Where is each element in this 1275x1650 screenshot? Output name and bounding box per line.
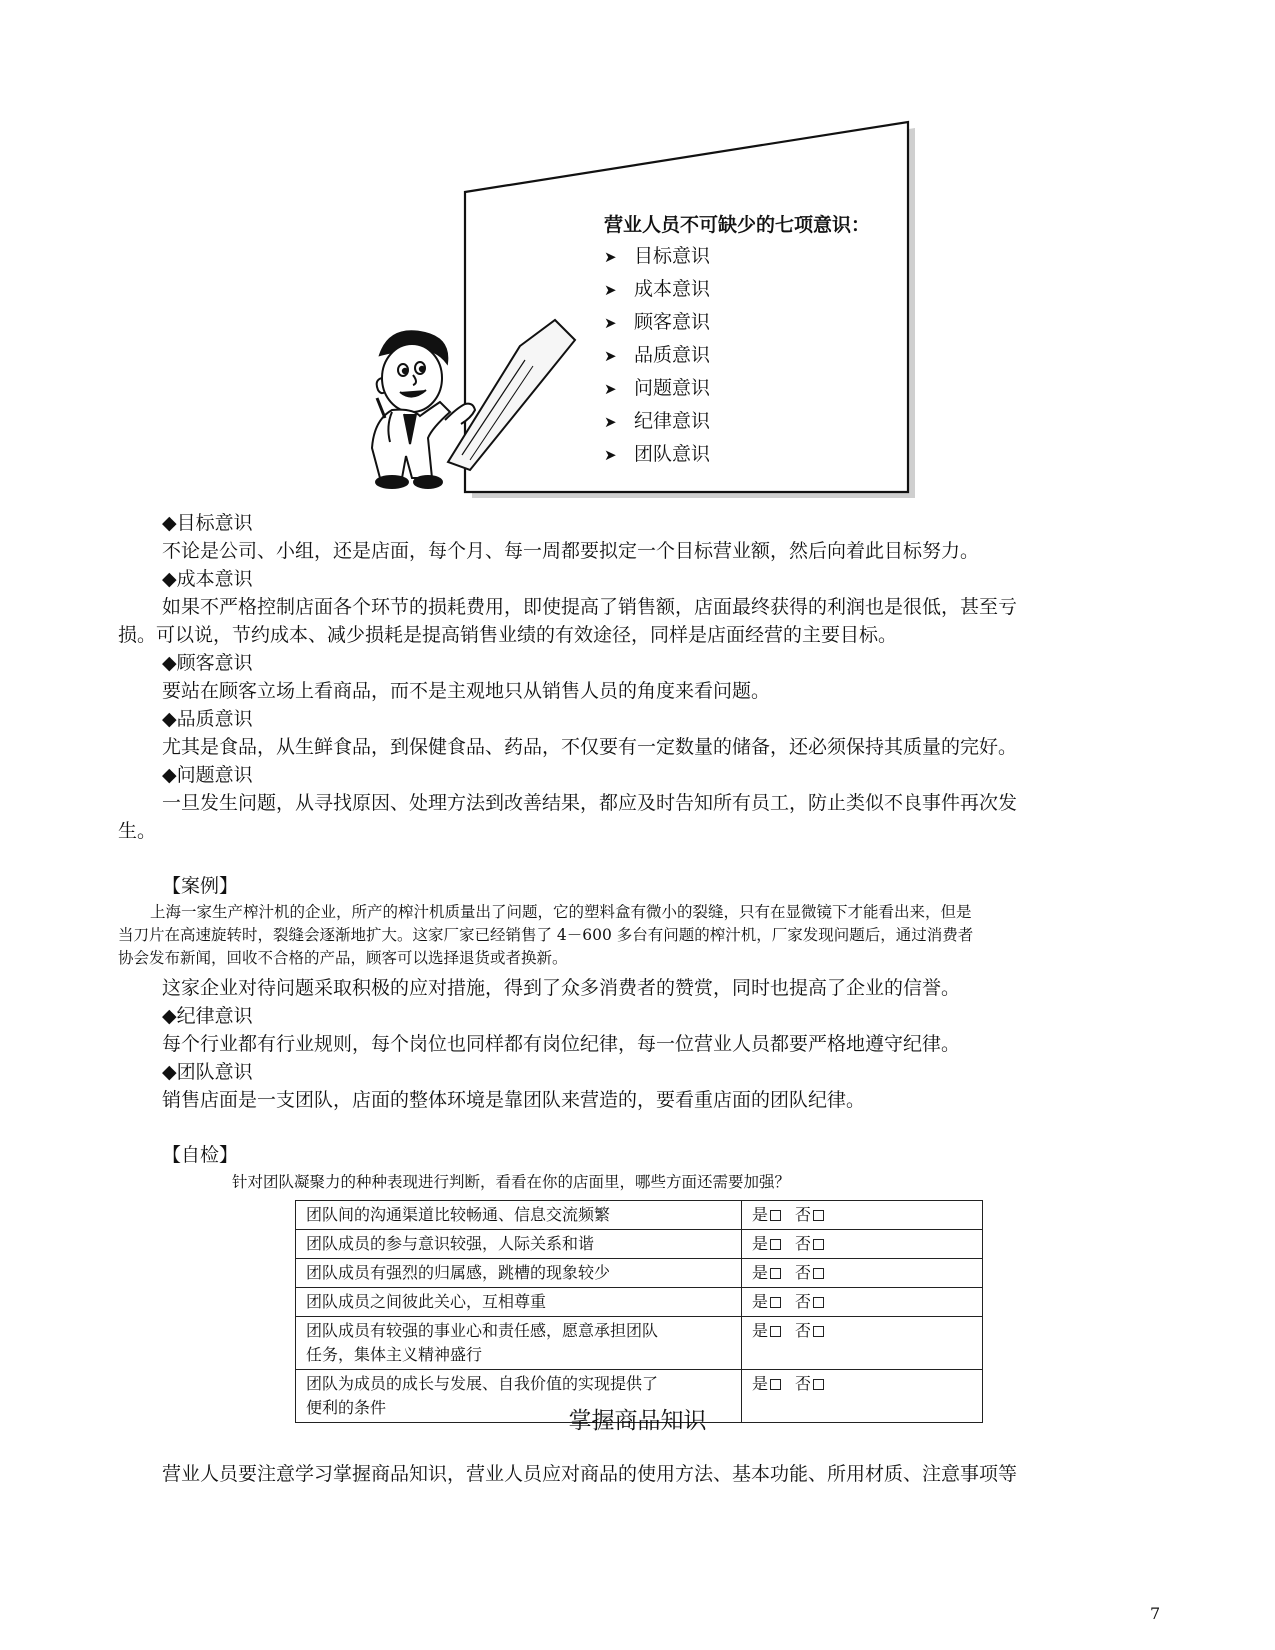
board-item: ➤ 目标意识 <box>604 240 710 273</box>
board-item: ➤ 品质意识 <box>604 339 710 372</box>
paragraph-knowledge: 营业人员要注意学习掌握商品知识，营业人员应对商品的使用方法、基本功能、所用材质、注意事项等 <box>162 1463 1018 1485</box>
table-row <box>296 1230 983 1259</box>
board-item: ➤ 纪律意识 <box>604 405 710 438</box>
board-item: ➤ 团队意识 <box>604 438 710 471</box>
yes-checkbox[interactable] <box>770 1297 781 1308</box>
answer-cell: 是 否 <box>742 1288 983 1317</box>
heading-discipline: ◆纪律意识 <box>162 1005 253 1027</box>
question-cell: 团队成员有较强的事业心和责任感，愿意承担团队 任务，集体主义精神盛行 <box>296 1317 742 1370</box>
table-row <box>296 1259 983 1288</box>
selfcheck-table <box>295 1200 983 1423</box>
illustration <box>0 0 1275 520</box>
paragraph-problem-line1: 一旦发生问题，从寻找原因、处理方法到改善结果，都应及时告知所有员工，防止类似不良事件再次发 <box>162 792 1018 814</box>
board-item: ➤ 成本意识 <box>604 273 710 306</box>
board-title: 营业人员不可缺少的七项意识： <box>604 214 871 236</box>
section-title: 掌握商品知识 <box>568 1408 707 1434</box>
yes-checkbox[interactable] <box>770 1268 781 1279</box>
arrow-bullet-icon: ➤ <box>604 347 617 365</box>
case-line1: 上海一家生产榨汁机的企业，所产的榨汁机质量出了问题，它的塑料盒有微小的裂缝，只有在显微镜下才能看出来，但是 <box>150 903 972 921</box>
paragraph-cost-line2: 损。可以说，节约成本、减少损耗是提高销售业绩的有效途径，同样是店面经营的主要目标。 <box>118 624 898 646</box>
yes-checkbox[interactable] <box>770 1326 781 1337</box>
arrow-bullet-icon: ➤ <box>604 380 617 398</box>
question-cell: 团队成员之间彼此关心，互相尊重 <box>296 1288 742 1317</box>
paragraph-quality: 尤其是食品，从生鲜食品，到保健食品、药品，不仅要有一定数量的储备，还必须保持其质量的完好。 <box>162 736 1018 758</box>
paragraph-cost-line1: 如果不严格控制店面各个环节的损耗费用，即使提高了销售额，店面最终获得的利润也是很低，甚至亏 <box>162 596 1018 618</box>
yes-checkbox[interactable] <box>770 1210 781 1221</box>
arrow-bullet-icon: ➤ <box>604 446 617 464</box>
answer-cell: 是 否 <box>742 1259 983 1288</box>
arrow-bullet-icon: ➤ <box>604 314 617 332</box>
question-cell: 团队间的沟通渠道比较畅通、信息交流频繁 <box>296 1201 742 1230</box>
question-cell: 团队为成员的成长与发展、自我价值的实现提供了 便利的条件 <box>296 1370 742 1423</box>
paragraph-team: 销售店面是一支团队，店面的整体环境是靠团队来营造的，要看重店面的团队纪律。 <box>162 1089 866 1111</box>
no-checkbox[interactable] <box>813 1297 824 1308</box>
heading-quality: ◆品质意识 <box>162 708 253 730</box>
case-follow: 这家企业对待问题采取积极的应对措施，得到了众多消费者的赞赏，同时也提高了企业的信誉。 <box>162 977 961 999</box>
answer-cell: 是 否 <box>742 1317 983 1370</box>
no-checkbox[interactable] <box>813 1210 824 1221</box>
no-checkbox[interactable] <box>813 1326 824 1337</box>
answer-cell: 是 否 <box>742 1230 983 1259</box>
question-cell: 团队成员有强烈的归属感，跳槽的现象较少 <box>296 1259 742 1288</box>
arrow-bullet-icon: ➤ <box>604 281 617 299</box>
table-row <box>296 1317 983 1370</box>
heading-customer: ◆顾客意识 <box>162 652 253 674</box>
heading-problem: ◆问题意识 <box>162 764 253 786</box>
paragraph-discipline: 每个行业都有行业规则，每个岗位也同样都有岗位纪律，每一位营业人员都要严格地遵守纪律。 <box>162 1033 961 1055</box>
paragraph-problem-line2: 生。 <box>118 820 157 842</box>
answer-cell: 是 否 <box>742 1201 983 1230</box>
heading-cost: ◆成本意识 <box>162 568 253 590</box>
paragraph-goal: 不论是公司、小组，还是店面，每个月、每一周都要拟定一个目标营业额，然后向着此目标努力。 <box>162 540 980 562</box>
yes-checkbox[interactable] <box>770 1379 781 1390</box>
selfcheck-intro: 针对团队凝聚力的种种表现进行判断，看看在你的店面里，哪些方面还需要加强？ <box>232 1173 791 1191</box>
question-cell: 团队成员的参与意识较强，人际关系和谐 <box>296 1230 742 1259</box>
board-list <box>604 240 710 471</box>
page-number: 7 <box>1150 1604 1161 1623</box>
yes-checkbox[interactable] <box>770 1239 781 1250</box>
board-item: ➤ 问题意识 <box>604 372 710 405</box>
no-checkbox[interactable] <box>813 1379 824 1390</box>
paragraph-customer: 要站在顾客立场上看商品，而不是主观地只从销售人员的角度来看问题。 <box>162 680 771 702</box>
board-item: ➤ 顾客意识 <box>604 306 710 339</box>
heading-team: ◆团队意识 <box>162 1061 253 1083</box>
arrow-bullet-icon: ➤ <box>604 413 617 431</box>
selfcheck-label: 【自检】 <box>162 1144 239 1166</box>
case-line2: 当刀片在高速旋转时，裂缝会逐渐地扩大。这家厂家已经销售了 4－600 多台有问题的榨汁机，厂家发现问题后，通过消费者 <box>118 926 974 944</box>
no-checkbox[interactable] <box>813 1268 824 1279</box>
case-label: 【案例】 <box>162 875 239 897</box>
table-row <box>296 1201 983 1230</box>
case-line3: 协会发布新闻，回收不合格的产品，顾客可以选择退货或者换新。 <box>118 949 568 967</box>
answer-cell: 是 否 <box>742 1370 983 1423</box>
heading-goal: ◆目标意识 <box>162 512 253 534</box>
arrow-bullet-icon: ➤ <box>604 248 617 266</box>
table-row <box>296 1288 983 1317</box>
no-checkbox[interactable] <box>813 1239 824 1250</box>
